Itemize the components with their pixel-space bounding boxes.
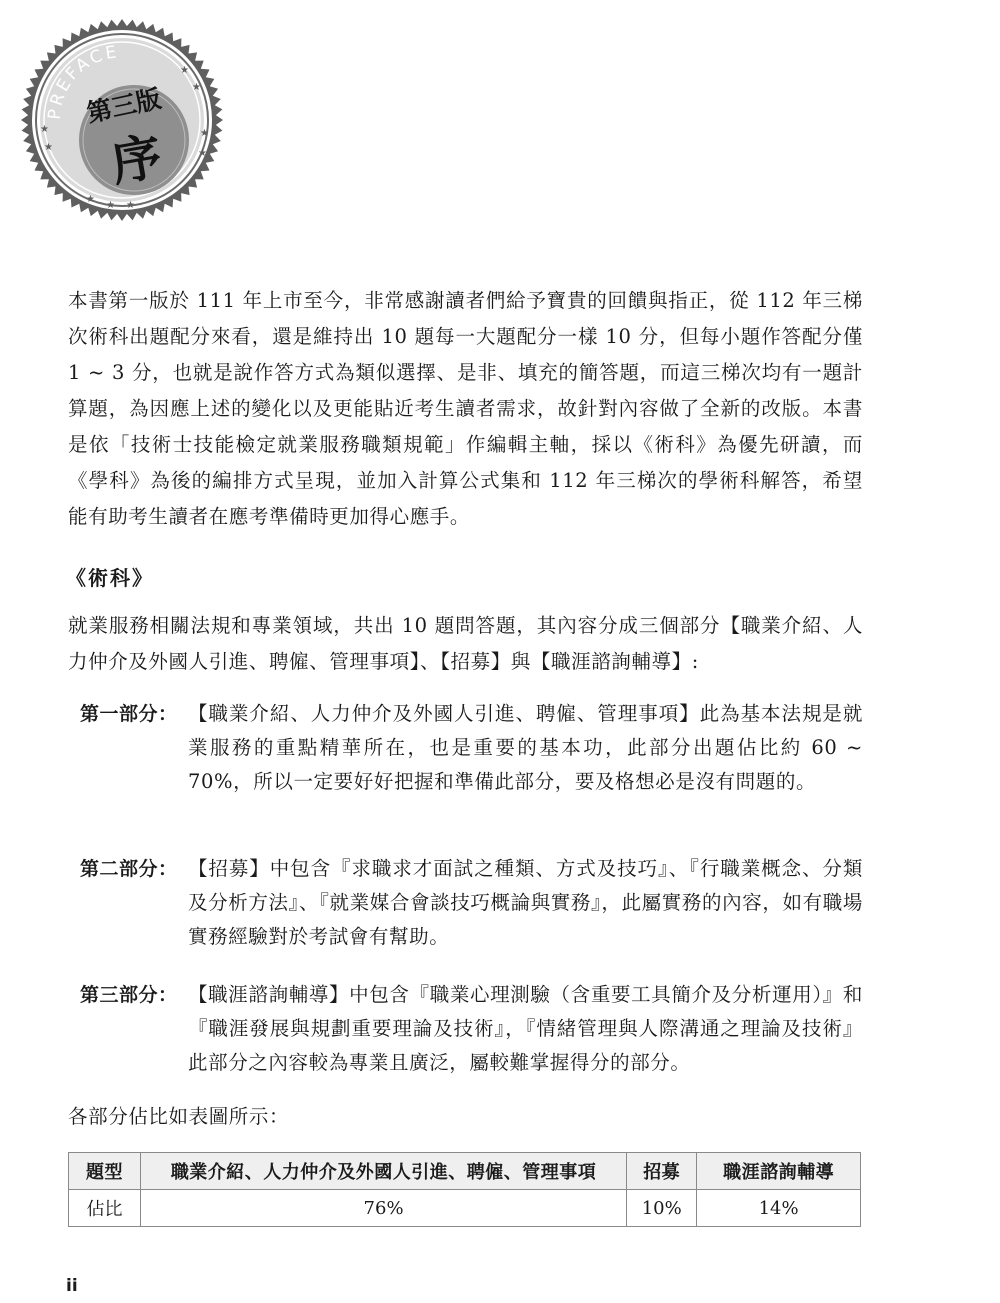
- table-cell: 76%: [140, 1190, 626, 1227]
- part-label: 第二部分：: [80, 858, 178, 880]
- part-text: 【職業介紹、人力仲介及外國人引進、聘僱、管理事項】此為基本法規是就業服務的重點精華所在，也是重要的基本功，此部分出題佔比約 60 ~ 70%，所以一定要好好把握和準備此部分，要及格想必是沒有問題的。: [188, 702, 863, 793]
- table-row: [69, 1190, 861, 1227]
- ratio-table: [68, 1152, 861, 1227]
- seal-title: 序: [107, 127, 167, 193]
- star-icon: ★: [126, 200, 135, 211]
- table-cell: 14%: [697, 1190, 861, 1227]
- part-item: [80, 697, 863, 799]
- table-cell: 佔比: [69, 1190, 141, 1227]
- table-cell: 10%: [627, 1190, 697, 1227]
- star-icon: ★: [40, 124, 49, 135]
- part-label: 第三部分：: [80, 984, 178, 1006]
- star-icon: ★: [106, 200, 115, 211]
- part-label: 第一部分：: [80, 703, 178, 725]
- star-icon: ★: [44, 142, 53, 153]
- star-icon: ★: [200, 128, 209, 139]
- page-number: ii: [66, 1276, 78, 1296]
- star-icon: ★: [192, 82, 201, 93]
- table-caption: 各部分佔比如表圖所示：: [68, 1105, 290, 1128]
- table-header-cell: 招募: [627, 1153, 697, 1190]
- star-icon: ★: [180, 65, 189, 76]
- part-text: 【招募】中包含『求職求才面試之種類、方式及技巧』、『行職業概念、分類及分析方法』、『就業媒合會談技巧概論與實務』，此屬實務的內容，如有職場實務經驗對於考試會有幫助。: [188, 857, 863, 948]
- table-header-cell: 職業介紹、人力仲介及外國人引進、聘僱、管理事項: [140, 1153, 626, 1190]
- intro-paragraph: 本書第一版於 111 年上市至今，非常感謝讀者們給予寶貴的回饋與指正，從 112 年三梯次術科出題配分來看，還是維持出 10 題每一大題配分一樣 10 分，但每小題作答配分僅 1 ~ 3 分，也就是說作答方式為類似選擇、是非、填充的簡答題，而這三梯次均有一題計算題，為因應上述的變化以及更能貼近考生讀者需求，故針對內容做了全新的改版。本書是依「技術士技能檢定就業服務職類規範」作編輯主軸，採以《術科》為優先研讀，而《學科》為後的編排方式呈現，並加入計算公式集和 112 年三梯次的學術科解答，希望能有助考生讀者在應考準備時更加得心應手。: [68, 289, 863, 528]
- seal-arc-text: PREFACE: [44, 42, 121, 121]
- part-item: [80, 852, 863, 954]
- part-item: [80, 978, 863, 1080]
- star-icon: ★: [198, 148, 207, 159]
- table-header-row: [69, 1153, 861, 1190]
- part-text: 【職涯諮詢輔導】中包含『職業心理測驗（含重要工具簡介及分析運用）』和『職涯發展與規劃重要理論及技術』，『情緒管理與人際溝通之理論及技術』此部分之內容較為專業且廣泛，屬較難掌握得分的部分。: [188, 983, 863, 1074]
- star-icon: ★: [86, 194, 95, 205]
- section-intro-paragraph: 就業服務相關法規和專業領域，共出 10 題問答題，其內容分成三個部分【職業介紹、人力仲介及外國人引進、聘僱、管理事項】、【招募】與【職涯諮詢輔導】:: [68, 614, 863, 673]
- table-header-cell: 職涯諮詢輔導: [697, 1153, 861, 1190]
- section-heading: 《術科》: [66, 566, 154, 590]
- seal-edition: 第三版: [84, 83, 164, 128]
- preface-seal: [20, 18, 224, 222]
- table-header-cell: 題型: [69, 1153, 141, 1190]
